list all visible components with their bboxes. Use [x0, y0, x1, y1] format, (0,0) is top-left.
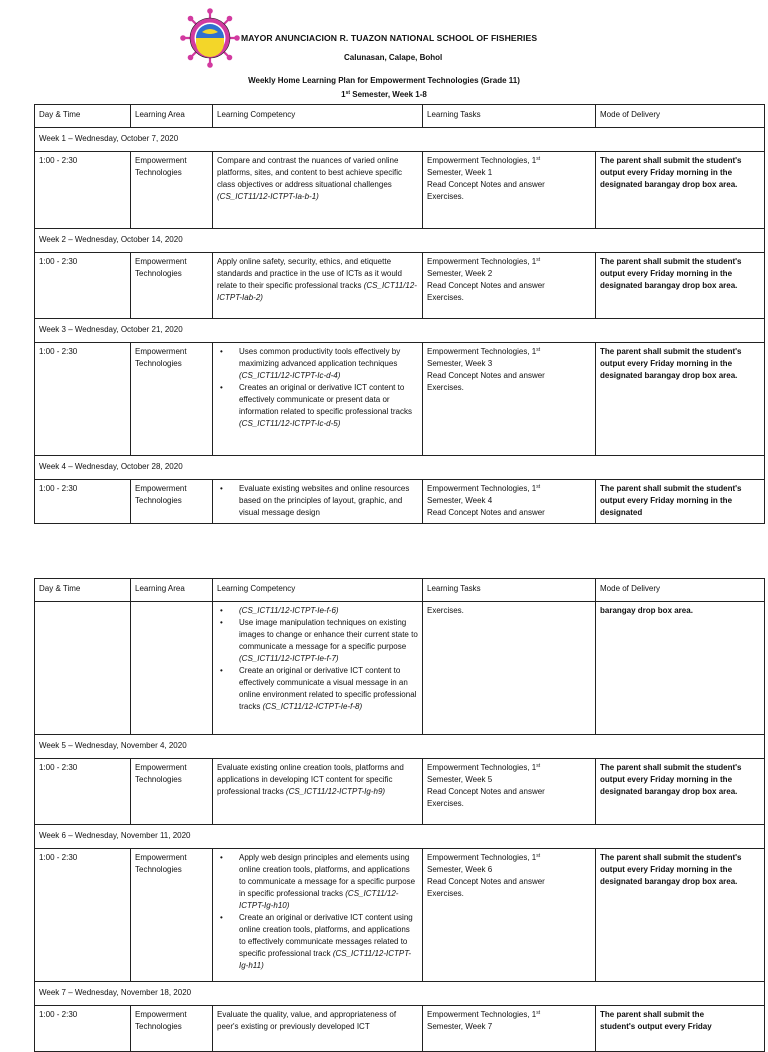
learning-area-cell: Empowerment Technologies [131, 1006, 213, 1052]
competency-list [217, 852, 418, 972]
week-heading: Week 6 – Wednesday, November 11, 2020 [35, 825, 765, 849]
column-header-day-time: Day & Time [35, 105, 131, 128]
competency-cell [213, 343, 423, 456]
column-header-learning-area: Learning Area [131, 105, 213, 128]
column-header-learning-tasks: Learning Tasks [423, 105, 596, 128]
column-header-learning-competency: Learning Competency [213, 579, 423, 602]
learning-area-cell [131, 602, 213, 735]
column-header-day-time: Day & Time [35, 579, 131, 602]
learning-area-cell: Empowerment Technologies [131, 759, 213, 825]
learning-area-cell: Empowerment Technologies [131, 152, 213, 229]
competency-cell: Evaluate the quality, value, and appropriateness of peer's existing or previously developed ICT [213, 1006, 423, 1052]
time-cell: 1:00 - 2:30 [35, 759, 131, 825]
learning-tasks-cell: Empowerment Technologies, 1st Semester, Week 4 Read Concept Notes and answer [423, 480, 596, 524]
list-item: • Creates an original or derivative ICT content to effectively communicate or present data or information related to specific professional tracks (CS_ICT11/12-ICTPT-Ic-d-5) [239, 382, 418, 430]
learning-area-cell: Empowerment Technologies [131, 343, 213, 456]
learning-tasks-cell: Empowerment Technologies, 1st Semester, Week 6 Read Concept Notes and answer Exercises. [423, 849, 596, 982]
time-cell: 1:00 - 2:30 [35, 849, 131, 982]
competency-list [217, 605, 418, 713]
learning-tasks-cell: Exercises. [423, 602, 596, 735]
table-row [35, 343, 765, 456]
competency-cell: Apply online safety, security, ethics, and etiquette standards and practice in the use of ICTs as it would relate to their specific professional tracks (CS_ICT11/12-ICTPT-Iab-2) [213, 253, 423, 319]
competency-cell [213, 849, 423, 982]
competency-cell: Compare and contrast the nuances of varied online platforms, sites, and content to best achieve specific class objectives or address situational challenges (CS_ICT11/12-ICTPT-Ia-b-1) [213, 152, 423, 229]
column-header-learning-area: Learning Area [131, 579, 213, 602]
competency-cell [213, 480, 423, 524]
delivery-cell: The parent shall submit the student's output every Friday morning in the designated barangay drop box area. [596, 253, 765, 319]
time-cell: 1:00 - 2:30 [35, 253, 131, 319]
week-heading-row [35, 735, 765, 759]
column-header-learning-competency: Learning Competency [213, 105, 423, 128]
delivery-cell: The parent shall submit the student's output every Friday morning in the designated barangay drop box area. [596, 759, 765, 825]
school-seal-logo [180, 8, 240, 68]
table-header-row [35, 579, 765, 602]
school-address: Calunasan, Calape, Bohol [344, 53, 443, 62]
week-heading: Week 5 – Wednesday, November 4, 2020 [35, 735, 765, 759]
time-cell: 1:00 - 2:30 [35, 343, 131, 456]
table-row [35, 152, 765, 229]
school-name: MAYOR ANUNCIACION R. TUAZON NATIONAL SCHOOL OF FISHERIES [241, 33, 538, 43]
week-heading-row [35, 229, 765, 253]
week-heading: Week 3 – Wednesday, October 21, 2020 [35, 319, 765, 343]
table-row-continued [35, 602, 765, 735]
list-item: • Evaluate existing websites and online resources based on the principles of layout, graphic, and visual message design [239, 483, 418, 519]
week-heading: Week 4 – Wednesday, October 28, 2020 [35, 456, 765, 480]
delivery-cell: The parent shall submit the student's output every Friday [596, 1006, 765, 1052]
table-row [35, 849, 765, 982]
delivery-cell: The parent shall submit the student's output every Friday morning in the designated barangay drop box area. [596, 849, 765, 982]
column-header-mode-of-delivery: Mode of Delivery [596, 105, 765, 128]
plan-title: Weekly Home Learning Plan for Empowerment Technologies (Grade 11) [248, 76, 520, 85]
learning-area-cell: Empowerment Technologies [131, 849, 213, 982]
list-item: • Create an original or derivative ICT content to effectively communicate a visual message in an online environment related to specific professional tracks (CS_ICT11/12-ICTPT-Ie-f-8) [239, 665, 418, 713]
learning-area-cell: Empowerment Technologies [131, 253, 213, 319]
list-item: • Use image manipulation techniques on existing images to change or enhance their current state to communicate a message for a specific purpose (CS_ICT11/12-ICTPT-Ie-f-7) [239, 617, 418, 665]
week-heading-row [35, 128, 765, 152]
time-cell [35, 602, 131, 735]
table-header-row [35, 105, 765, 128]
week-heading-row [35, 825, 765, 849]
table-row [35, 1006, 765, 1052]
table-row [35, 759, 765, 825]
competency-cell [213, 602, 423, 735]
week-heading: Week 1 – Wednesday, October 7, 2020 [35, 128, 765, 152]
learning-tasks-cell: Empowerment Technologies, 1st Semester, Week 5 Read Concept Notes and answer Exercises. [423, 759, 596, 825]
delivery-cell: barangay drop box area. [596, 602, 765, 735]
time-cell: 1:00 - 2:30 [35, 480, 131, 524]
time-cell: 1:00 - 2:30 [35, 152, 131, 229]
learning-tasks-cell: Empowerment Technologies, 1st Semester, Week 2 Read Concept Notes and answer Exercises. [423, 253, 596, 319]
list-item: • Create an original or derivative ICT content using online creation tools, platforms, and applications to effectively communicate messages related to specific professional track (CS_ICT11/12-ICTPT-Ig-h11) [239, 912, 418, 972]
competency-list [217, 346, 418, 430]
competency-cell: Evaluate existing online creation tools, platforms and applications in developing ICT content for specific professional tracks (CS_ICT11/12-ICTPT-Ig-h9) [213, 759, 423, 825]
column-header-mode-of-delivery: Mode of Delivery [596, 579, 765, 602]
list-item-continued: • (CS_ICT11/12-ICTPT-Ie-f-6) [239, 605, 418, 617]
learning-tasks-cell: Empowerment Technologies, 1st Semester, Week 3 Read Concept Notes and answer Exercises. [423, 343, 596, 456]
week-heading-row [35, 456, 765, 480]
week-heading-row [35, 982, 765, 1006]
plan-subtitle: 1st Semester, Week 1-8 [341, 90, 427, 99]
list-item: • Apply web design principles and elements using online creation tools, platforms, and applications to communicate a message for a specific purpose in specific professional tracks (CS_ICT11/12-ICTPT-Ig-h10) [239, 852, 418, 912]
learning-area-cell: Empowerment Technologies [131, 480, 213, 524]
column-header-learning-tasks: Learning Tasks [423, 579, 596, 602]
learning-tasks-cell: Empowerment Technologies, 1st Semester, Week 1 Read Concept Notes and answer Exercises. [423, 152, 596, 229]
week-heading: Week 7 – Wednesday, November 18, 2020 [35, 982, 765, 1006]
time-cell: 1:00 - 2:30 [35, 1006, 131, 1052]
delivery-cell: The parent shall submit the student's output every Friday morning in the designated barangay drop box area. [596, 343, 765, 456]
learning-plan-table-page-1 [34, 104, 765, 524]
table-row [35, 480, 765, 524]
week-heading: Week 2 – Wednesday, October 14, 2020 [35, 229, 765, 253]
table-row [35, 253, 765, 319]
learning-tasks-cell: Empowerment Technologies, 1st Semester, Week 7 [423, 1006, 596, 1052]
document-header [0, 0, 768, 104]
week-heading-row [35, 319, 765, 343]
list-item: • Uses common productivity tools effectively by maximizing advanced application techniques (CS_ICT11/12-ICTPT-Ic-d-4) [239, 346, 418, 382]
delivery-cell: The parent shall submit the student's output every Friday morning in the designated barangay drop box area. [596, 152, 765, 229]
delivery-cell: The parent shall submit the student's output every Friday morning in the designated [596, 480, 765, 524]
learning-plan-table-page-2 [34, 578, 765, 1052]
competency-list [217, 483, 418, 519]
